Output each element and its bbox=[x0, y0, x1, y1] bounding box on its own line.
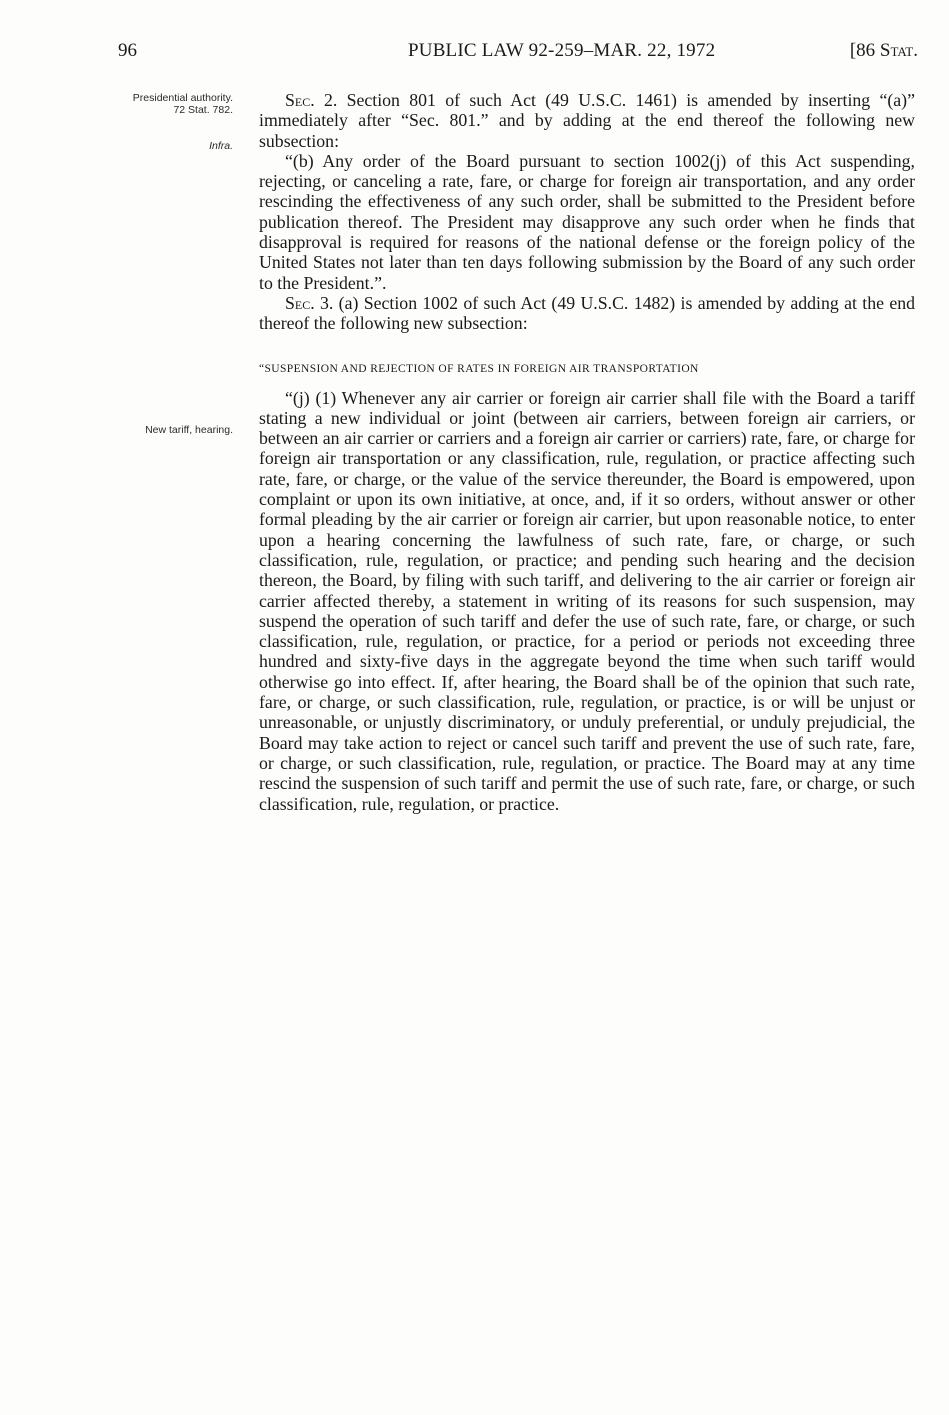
section-3-label: Sec. 3. bbox=[285, 292, 334, 313]
page-header bbox=[118, 40, 918, 70]
statute-volume: [86 Stat. bbox=[849, 40, 918, 61]
section-3-paragraph: Sec. 3. (a) Section 1002 of such Act (49 U.S.C. 1482) is amended by adding at the end thereof the following new subsection: bbox=[259, 292, 915, 334]
section-2-label: Sec. 2. bbox=[285, 90, 338, 110]
statute-body bbox=[259, 90, 915, 814]
margin-note-presidential-authority: Presidential authority. 72 Stat. 782. bbox=[88, 92, 233, 116]
section-2-paragraph: Sec. 2. Section 801 of such Act (49 U.S.C. 1461) is amended by inserting “(a)” immediately after “Sec. 801.” and by adding at the end thereof the following new subsection: bbox=[259, 90, 915, 151]
page-number: 96 bbox=[118, 40, 137, 61]
subsection-j-paragraph: “(j) (1) Whenever any air carrier or foreign air carrier shall file with the Board a tariff stating a new individual or joint (between air carriers, between foreign air carriers, or between an air carrier or carriers and a foreign air carrier or carriers) rate, fare, or charge for foreign air transportation or any classification, rule, regulation, or practice affecting such rate, fare, or charge, or the value of the service thereunder, the Board is empowered, upon complaint or upon its own initiative, at once, and, if it so orders, without answer or other formal pleading by the air carrier or foreign air carrier, but upon reasonable notice, to enter upon a hearing concerning the lawfulness of such rate, fare, or charge, or such classification, rule, regulation, or practice; and pending such hearing and the decision thereon, the Board, by filing with such tariff, and delivering to the air carrier or foreign air carrier affected thereby, a statement in writing of its reasons for such suspension, may suspend the operation of such tariff and defer the use of such rate, fare, or charge, or such classification, rule, regulation, or practice, for a period or periods not exceeding three hundred and sixty-five days in the aggregate beyond the time when such tariff would otherwise go into effect. If, after hearing, the Board shall be of the opinion that such rate, fare, or charge, or such classification, rule, regulation, or practice, is or will be unjust or unreasonable, or unjustly discriminatory, or unduly preferential, or unduly prejudicial, the Board may take action to reject or cancel such tariff and prevent the use of such rate, fare, or charge, or such classification, rule, regulation, or practice. The Board may at any time rescind the suspension of such tariff and permit the use of such rate, fare, or charge, or such classification, rule, regulation, or practice. bbox=[259, 387, 915, 814]
margin-note-new-tariff: New tariff, hearing. bbox=[145, 424, 233, 436]
subsection-heading: “SUSPENSION AND REJECTION OF RATES IN FOREIGN AIR TRANSPORTATION bbox=[259, 362, 699, 375]
margin-note-stat-ref: 72 Stat. 782. bbox=[173, 104, 233, 116]
subsection-b-paragraph: “(b) Any order of the Board pursuant to section 1002(j) of this Act suspending, rejecting, or canceling a rate, fare, or charge for foreign air transportation, and any order rescinding the effectiveness of any such order, shall be submitted to the President before publication thereof. The President may disapprove any such order when he finds that disapproval is required for reasons of the national defense or the foreign policy of the United States not later than ten days following submission by the Board of any such order to the President.”. bbox=[259, 150, 915, 293]
running-title: PUBLIC LAW 92-259–MAR. 22, 1972 bbox=[408, 40, 716, 61]
margin-note-infra: Infra. bbox=[209, 140, 233, 152]
